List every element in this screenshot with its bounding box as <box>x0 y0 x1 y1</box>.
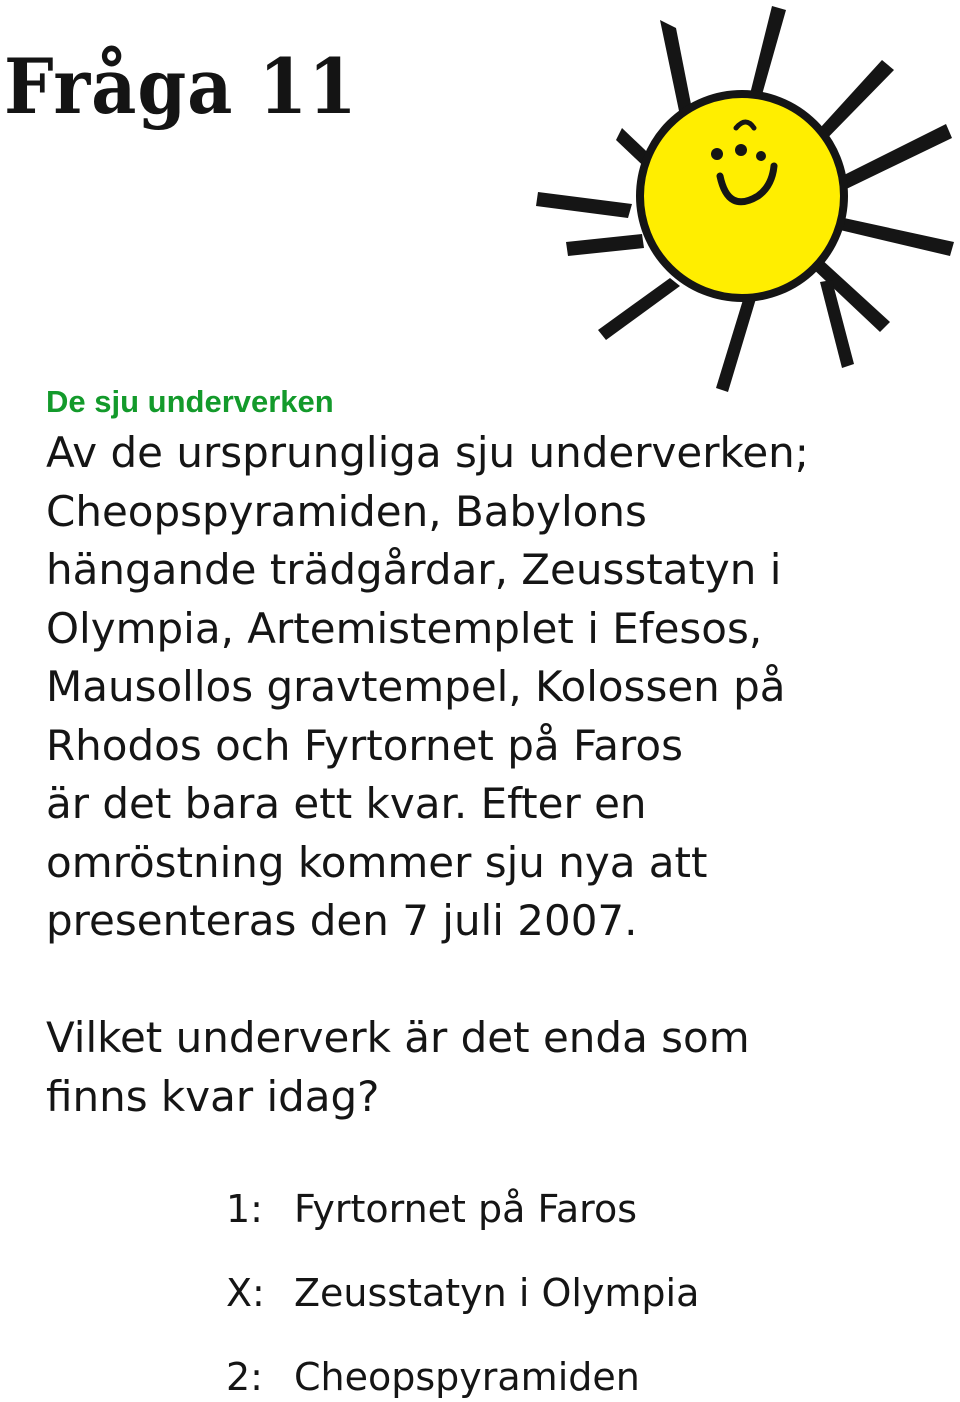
body-line: presenteras den 7 juli 2007. <box>46 896 638 945</box>
option-key: X: <box>226 1271 265 1315</box>
body-line: Cheopspyramiden, Babylons <box>46 486 647 536</box>
body-line: hängande trädgårdar, Zeusstatyn i <box>46 545 782 594</box>
body-line: Olympia, Artemistemplet i Efesos, <box>46 603 763 653</box>
question-line: Vilket underverk är det enda som <box>46 1013 750 1062</box>
page-title: Fråga 11 <box>4 42 358 131</box>
body-line: Rhodos och Fyrtornet på Faros <box>46 720 683 770</box>
option-label: Fyrtornet på Faros <box>294 1187 638 1231</box>
option-x[interactable] <box>226 1268 699 1318</box>
body-line: Mausollos gravtempel, Kolossen på <box>46 662 786 711</box>
option-label: Cheopspyramiden <box>294 1355 640 1399</box>
option-label: Zeusstatyn i Olympia <box>294 1271 700 1315</box>
question-line: finns kvar idag? <box>46 1071 380 1121</box>
section-heading: De sju underverken <box>46 384 334 419</box>
body-paragraph <box>46 424 946 951</box>
body-line: Av de ursprungliga sju underverken; <box>46 428 809 477</box>
option-1[interactable] <box>226 1184 637 1234</box>
body-line: är det bara ett kvar. Efter en <box>46 779 647 828</box>
body-line: omröstning kommer sju nya att <box>46 837 708 887</box>
question-text <box>46 1009 946 1126</box>
option-key: 1: <box>226 1187 263 1231</box>
smiling-sun-icon <box>510 0 960 400</box>
option-key: 2: <box>226 1355 263 1399</box>
option-2[interactable] <box>226 1352 640 1402</box>
